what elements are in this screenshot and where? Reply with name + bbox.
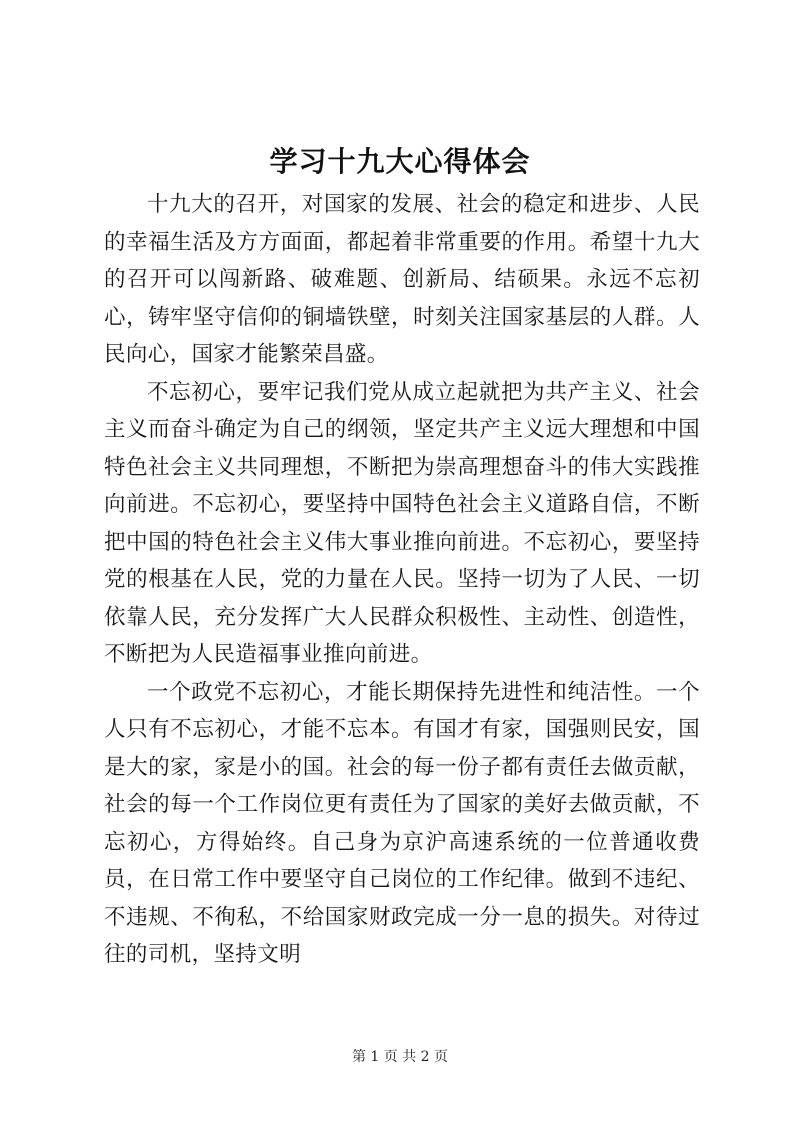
document-title: 学习十九大心得体会 <box>269 145 531 178</box>
paragraph-3: 一个政党不忘初心，才能长期保持先进性和纯洁性。一个人只有不忘初心，才能不忘本。有国才有家，国强则民安，国是大的家，家是小的国。社会的每一份子都有责任去做贡献，社会的每一个工作岗位更有责任为了国家的美好去做贡献，不忘初心，方得始终。自己身为京沪高速系统的一位普通收费员，在日常工作中要坚守自己岗位的工作纪律。做到不违纪、不违规、不徇私，不给国家财政完成一分一息的损失。对待过往的司机，坚持文明 <box>104 679 700 967</box>
page-number-footer: 第 1 页 共 2 页 <box>351 1049 449 1065</box>
paragraph-2: 不忘初心，要牢记我们党从成立起就把为共产主义、社会主义而奋斗确定为自己的纲领，坚定共产主义远大理想和中国特色社会主义共同理想，不断把为崇高理想奋斗的伟大实践推向前进。不忘初心，要坚持中国特色社会主义道路自信，不断把中国的特色社会主义伟大事业推向前进。不忘初心，要坚持党的根基在人民，党的力量在人民。坚持一切为了人民、一切依靠人民，充分发挥广大人民群众积极性、主动性、创造性，不断把为人民造福事业推向前进。 <box>104 379 700 667</box>
paragraph-1: 十九大的召开，对国家的发展、社会的稳定和进步、人民的幸福生活及方方面面，都起着非常重要的作用。希望十九大的召开可以闯新路、破难题、创新局、结硕果。永远不忘初心，铸牢坚守信仰的铜墙铁壁，时刻关注国家基层的人群。人民向心，国家才能繁荣昌盛。 <box>104 192 700 367</box>
document-body <box>104 186 700 974</box>
